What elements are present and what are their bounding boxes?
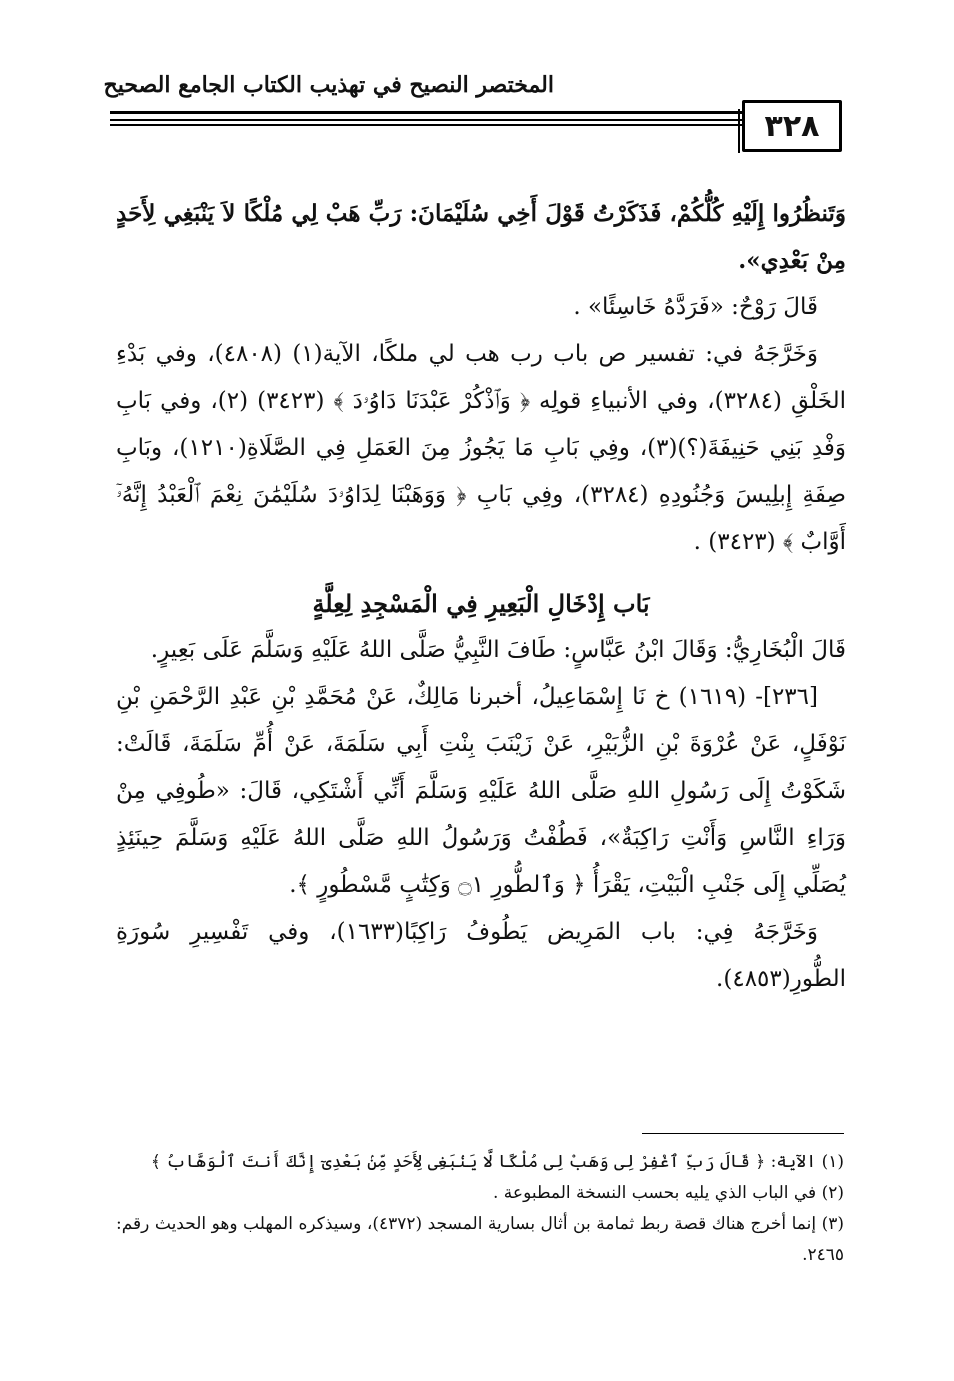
footnote-2: (٢) في الباب الذي يليه بحسب النسخة المطبوعة . (493, 1183, 844, 1203)
running-title: المختصر النصيح في تهذيب الكتاب الجامع الصحيح (103, 72, 554, 98)
page-number: ٣٢٨ (764, 108, 820, 144)
footnotes (116, 1147, 844, 1271)
header-rule-thick (110, 111, 826, 114)
bukhari-statement: قَالَ الْبُخَارِيُّ: وَقَالَ ابْنُ عَبَّاسٍ: طَافَ النَّبِيُّ صَلَّى اللهُ عَلَيْهِ وَسَلَّمَ عَلَى بَعِيرٍ. (150, 637, 846, 663)
takhrij-paragraph-2: وَخَرَّجَهُ فِي: باب المَرِيض يَطُوفُ رَاكِبًا(١٦٣٣)، وفي تَفْسِيرِ سُورَةِ الطُّورِ(٤٨٥٣). (116, 919, 846, 992)
hadith-236: [٢٣٦]- (١٦١٩) خ نَا إِسْمَاعِيلُ، أخبرنا مَالِكٌ، عَنْ مُحَمَّدِ بْنِ عَبْدِ الرَّحْمَنِ بْنِ نَوْفَلٍ، عَنْ عُرْوَةَ بْنِ الزُّبَيْرِ، عَنْ زَيْنَبَ بِنْتِ أَبِي سَلَمَةَ، عَنْ أُمِّ سَلَمَةَ، قَالَتْ: شَكَوْتُ إِلَى رَسُولِ اللهِ صَلَّى اللهُ عَلَيْهِ وَسَلَّمَ أَنِّي أَشْتَكِي، قَالَ: «طُوفِي مِنْ وَرَاءِ النَّاسِ وَأَنْتِ رَاكِبَةٌ»، فَطُفْتُ وَرَسُولُ اللهِ صَلَّى اللهُ عَلَيْهِ وَسَلَّمَ حِينَئِذٍ يُصَلِّي إِلَى جَنْبِ الْبَيْتِ، يَقْرَأُ ﴿ وَٱلطُّورِ ۝١ وَكِتَٰبٍ مَّسْطُورٍ ﴾. (116, 684, 846, 898)
rawh-statement: قَالَ رَوْحٌ: «فَرَدَّهُ خَاسِئًا» . (573, 294, 818, 320)
hadith-end-paragraph: وَتَنظُرُوا إِلَيْهِ كُلُّكُمْ، فَذَكَرْتُ قَوْلَ أَخِي سُلَيْمَانَ: رَبِّ هَبْ لِي مُلْكًا لاَ يَنْبَغِي لِأَحَدٍ مِنْ بَعْدِي». (116, 200, 846, 274)
takhrij-paragraph: وَخَرَّجَهُ في: تفسير ص باب رب هب لي ملكًا، الآية(١) (٤٨٠٨)، وفي بَدْءِ الخَلْقِ (٣٢٨٤)، وفي الأنبياءِ قولِه ﴿ وَٱذْكُرْ عَبْدَنَا دَاوُۥدَ ﴾ (٣٤٢٣) (٢)، وفي بَابِ وَفْدِ بَنِي حَنِيفَةَ(؟)(٣)، وفِي بَابِ مَا يَجُوزُ مِنَ العَمَلِ فِي الصَّلَاةِ(١٢١٠)، وبَابِ صِفَةِ إِبلِيسَ وَجُنُودِهِ (٣٢٨٤)، وفِي بَابِ ﴿ وَوَهَبْنَا لِدَاوُۥدَ سُلَيْمَٰنَ نِعْمَ ٱلْعَبْدُ إِنَّهُۥٓ أَوَّابٌ ﴾ (٣٤٢٣) . (116, 341, 847, 555)
footnote-3: (٣) إنما أخرج هناك قصة ربط ثمامة بن أثال بسارية المسجد (٤٣٧٢)، وسيذكره المهلب وهو الحديث رقم: ٢٤٦٥. (116, 1214, 844, 1265)
footnote-separator (642, 1133, 844, 1134)
main-text (116, 190, 846, 1003)
footnote-1: (١) الآية: ﴿ قَالَ رَبِّ ٱغْفِرْ لِى وَهَبْ لِى مُلْكًا لَّا يَنۢبَغِى لِأَحَدٍ مِّنۢ بَعْدِىٓ إِنَّكَ أَنتَ ٱلْوَهَّابُ ﴾ (150, 1152, 844, 1172)
header-rule-thin (110, 124, 826, 126)
page-number-box (742, 100, 842, 152)
chapter-heading: بَاب إِدْخَالِ الْبَعِيرِ فِي الْمَسْجِدِ لِعِلَّةٍ (312, 589, 650, 618)
header-rule-middle (110, 119, 826, 121)
